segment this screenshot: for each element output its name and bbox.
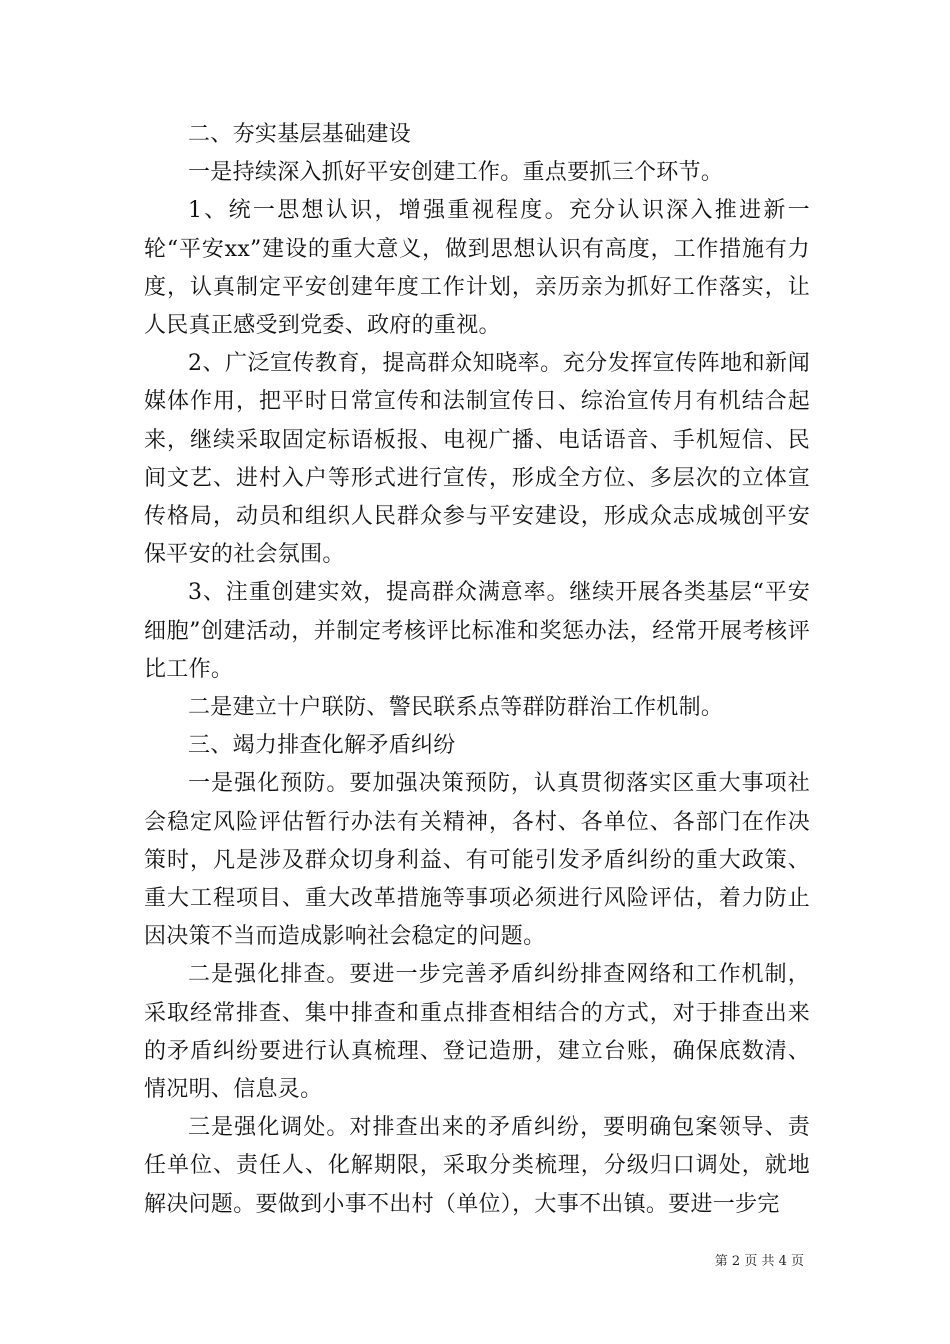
document-body xyxy=(144,116,810,1224)
page-number: 第 2 页 共 4 页 xyxy=(714,1254,804,1269)
paragraph: 1、统一思想认识，增强重视程度。充分认识深入推进新一轮“平安xx”建设的重大意义，做到思想认识有高度，工作措施有力度，认真制定平安创建年度工作计划，亲历亲为抓好工作落实，让人民真正感受到党委、政府的重视。 xyxy=(144,198,810,339)
paragraph: 一是持续深入抓好平安创建工作。重点要抓三个环节。 xyxy=(188,160,724,186)
section-heading-2: 二、夯实基层基础建设 xyxy=(188,122,412,147)
paragraph: 2、广泛宣传教育，提高群众知晓率。充分发挥宣传阵地和新闻媒体作用，把平时日常宣传和法制宣传日、综治宣传月有机结合起来，继续采取固定标语板报、电视广播、电话语音、手机短信、民间文艺、进村入户等形式进行宣传，形成全方位、多层次的立体宣传格局，动员和组织人民群众参与平安建设，形成众志成城创平安保平安的社会氛围。 xyxy=(144,351,810,568)
paragraph: 二是强化排查。要进一步完善矛盾纠纷排查网络和工作机制，采取经常排查、集中排查和重点排查相结合的方式，对于排查出来的矛盾纠纷要进行认真梳理、登记造册，建立台账，确保底数清、情况明、信息灵。 xyxy=(144,962,810,1103)
section-heading-3: 三、竭力排查化解矛盾纠纷 xyxy=(188,733,456,759)
paragraph: 三是强化调处。对排查出来的矛盾纠纷，要明确包案领导、责任单位、责任人、化解期限，采取分类梳理，分级归口调处，就地解决问题。要做到小事不出村（单位），大事不出镇。要进一步完 xyxy=(144,1115,810,1217)
paragraph: 一是强化预防。要加强决策预防，认真贯彻落实区重大事项社会稳定风险评估暂行办法有关精神，各村、各单位、各部门在作决策时，凡是涉及群众切身利益、有可能引发矛盾纠纷的重大政策、重大工程项目、重大改革措施等事项必须进行风险评估，着力防止因决策不当而造成影响社会稳定的问题。 xyxy=(144,771,810,950)
paragraph: 二是建立十户联防、警民联系点等群防群治工作机制。 xyxy=(188,695,724,721)
paragraph: 3、注重创建实效，提高群众满意率。继续开展各类基层“平安细胞”创建活动，并制定考核评比标准和奖惩办法，经常开展考核评比工作。 xyxy=(144,580,810,682)
